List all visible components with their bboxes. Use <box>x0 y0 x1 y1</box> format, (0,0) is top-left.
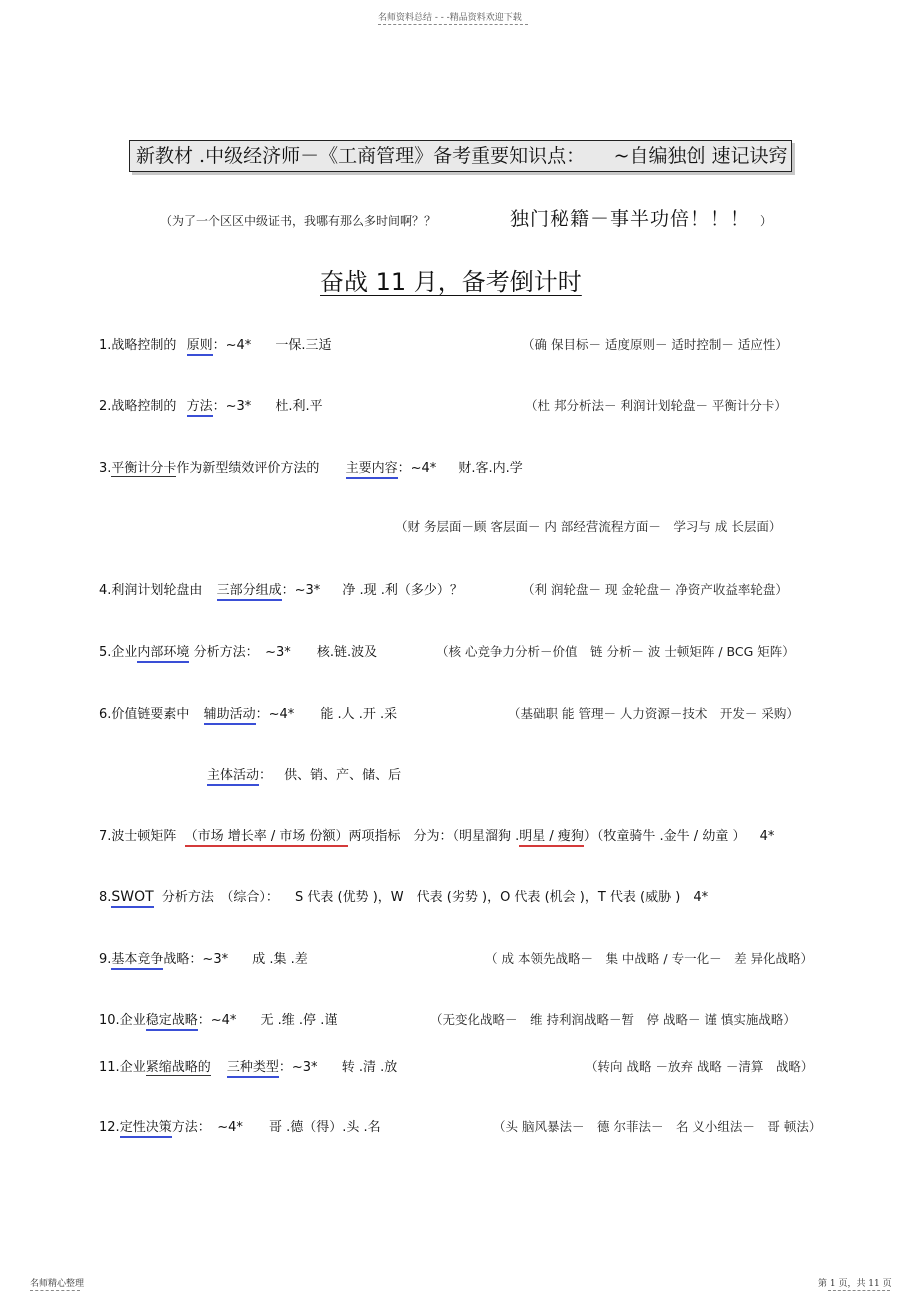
knowledge-item-6-primary: 主体活动： 供、销、产、储、后 <box>207 764 401 783</box>
subtitle-aside: （为了一个区区中级证书，我哪有那么多时间啊？？ <box>160 214 437 228</box>
knowledge-item-2-detail: （杜 邦分析法－ 利润计划轮盘－ 平衡计分卡） <box>525 398 787 413</box>
knowledge-item-12: 12.定性决策方法： ~4* 哥 .德（得）.头 .名 <box>99 1116 381 1135</box>
footer-label: 名师精心整理 <box>30 1279 85 1289</box>
knowledge-item-1-detail: （确 保目标－ 适度原则－ 适时控制－ 适应性） <box>522 337 788 352</box>
knowledge-item-10: 10.企业稳定战略：~4* 无 .维 .停 .谨 <box>99 1009 337 1028</box>
subtitle-slogan: 独门秘籍－事半功倍！！！ <box>510 208 751 230</box>
knowledge-item-7: 7.波士顿矩阵 （市场 增长率 / 市场 份额）两项指标 分为：（明星溜狗 .明星 / 瘦狗）（牧童骑牛 .金牛 / 幼童 ） 4* <box>99 825 774 844</box>
knowledge-item-4-detail: （利 润轮盘－ 现 金轮盘－ 净资产收益率轮盘） <box>522 582 788 597</box>
page-number: 第 1 页，共 11 页 <box>818 1279 892 1289</box>
subtitle-close: ） <box>760 214 773 228</box>
footer-right-divider <box>828 1290 890 1291</box>
knowledge-item-12-detail: （头 脑风暴法－ 德 尔菲法－ 名 义小组法－ 哥 顿法） <box>493 1119 822 1134</box>
knowledge-item-11: 11.企业紧缩战略的 三种类型：~3* 转 .清 .放 <box>99 1056 397 1075</box>
knowledge-item-4: 4.利润计划轮盘由 三部分组成：~3* 净 .现 .利（多少）？ <box>99 579 463 598</box>
knowledge-item-2: 2.战略控制的 方法：~3* 杜.利.平 <box>99 395 323 414</box>
document-title: 新教材 .中级经济师－《工商管理》备考重要知识点： ~自编独创 速记诀窍 <box>129 140 792 172</box>
knowledge-item-10-detail: （无变化战略－ 维 持利润战略－暂 停 战略－ 谨 慎实施战略） <box>430 1012 796 1027</box>
knowledge-item-6-detail: （基础职 能 管理－ 人力资源－技术 开发－ 采购） <box>508 706 799 721</box>
knowledge-item-5: 5.企业内部环境 分析方法： ~3* 核.链.波及 <box>99 641 377 660</box>
knowledge-item-1: 1.战略控制的 原则：~4* 一保.三适 <box>99 334 332 353</box>
knowledge-item-9: 9.基本竞争战略：~3* 成 .集 .差 <box>99 948 308 967</box>
knowledge-item-6: 6.价值链要素中 辅助活动：~4* 能 .人 .开 .采 <box>99 703 397 722</box>
knowledge-item-11-detail: （转向 战略 －放弃 战略 －清算 战略） <box>585 1059 814 1074</box>
footer-left-divider <box>30 1290 80 1291</box>
knowledge-item-5-detail: （核 心竞争力分析－价值 链 分析－ 波 士顿矩阵 / BCG 矩阵） <box>436 644 795 659</box>
countdown-heading: 奋战 11 月，备考倒计时 <box>320 268 582 296</box>
knowledge-item-9-detail: （ 成 本领先战略－ 集 中战略 / 专一化－ 差 异化战略） <box>485 951 814 966</box>
page-header: 名师资料总结 - - -精品资料欢迎下载 <box>378 13 522 23</box>
header-divider <box>378 24 528 25</box>
knowledge-item-3: 3.平衡计分卡作为新型绩效评价方法的 主要内容：~4* 财.客.内.学 <box>99 457 523 476</box>
knowledge-item-3-detail: （财 务层面－顾 客层面－ 内 部经营流程方面－ 学习与 成 长层面） <box>395 519 782 534</box>
knowledge-item-8: 8.SWOT 分析方法 （综合）： S 代表 (优势 )，W 代表 (劣势 )，O 代表 (机会 )，T 代表 (威胁 ) 4* <box>99 886 708 905</box>
